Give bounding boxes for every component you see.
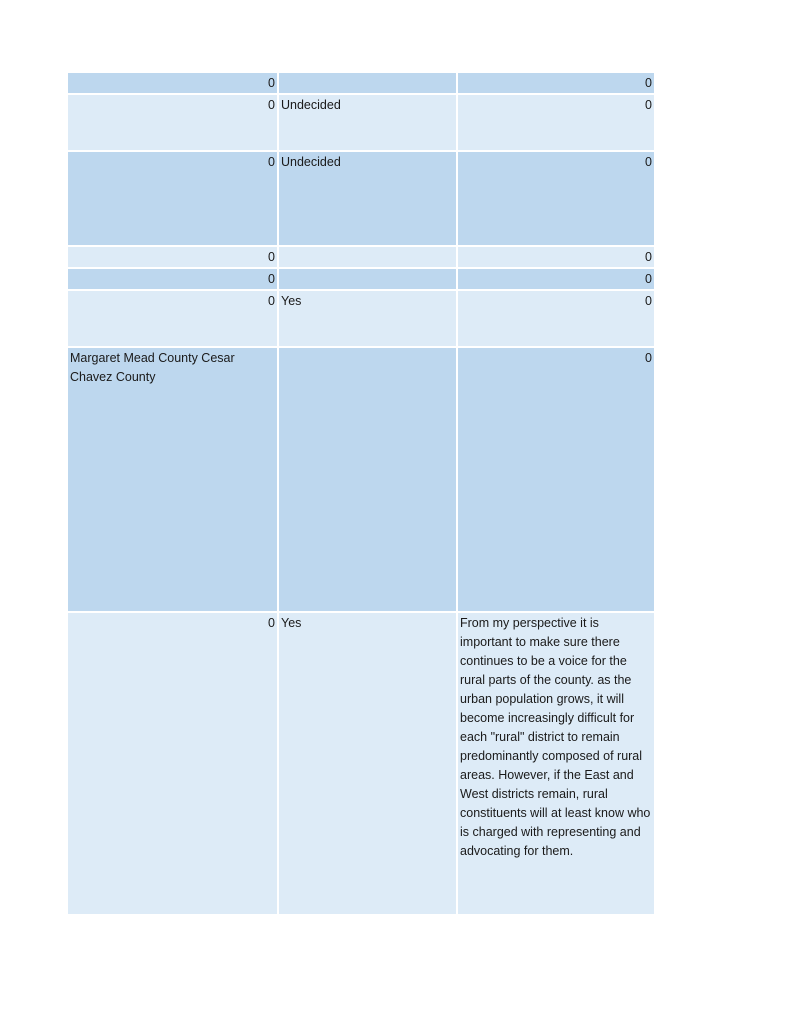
spreadsheet-table (66, 71, 656, 916)
cell-col1[interactable]: 0 (67, 151, 278, 246)
cell-col1[interactable]: 0 (67, 246, 278, 268)
cell-col3[interactable]: 0 (457, 246, 655, 268)
cell-col2[interactable]: Undecided (278, 94, 457, 151)
cell-col2[interactable]: Yes (278, 612, 457, 915)
table-row (67, 151, 655, 246)
cell-col3[interactable]: 0 (457, 94, 655, 151)
table-row (67, 612, 655, 915)
cell-col1[interactable]: 0 (67, 94, 278, 151)
cell-col2[interactable]: Undecided (278, 151, 457, 246)
table-row (67, 347, 655, 612)
cell-col2[interactable]: Yes (278, 290, 457, 347)
table-row (67, 268, 655, 290)
cell-col2[interactable] (278, 347, 457, 612)
table-row (67, 246, 655, 268)
table-row (67, 94, 655, 151)
cell-col3[interactable]: 0 (457, 347, 655, 612)
cell-col3[interactable]: 0 (457, 151, 655, 246)
cell-col1[interactable]: 0 (67, 268, 278, 290)
cell-col1[interactable]: 0 (67, 72, 278, 94)
table-row (67, 290, 655, 347)
cell-col1-county-list[interactable]: Margaret Mead County Cesar Chavez County (67, 347, 278, 612)
cell-col2[interactable] (278, 268, 457, 290)
cell-col3[interactable]: 0 (457, 290, 655, 347)
cell-col2[interactable] (278, 246, 457, 268)
cell-col1[interactable]: 0 (67, 612, 278, 915)
cell-col2[interactable] (278, 72, 457, 94)
cell-col1[interactable]: 0 (67, 290, 278, 347)
cell-col3-comment[interactable]: From my perspective it is important to make sure there continues to be a voice for the rural parts of the county. as the urban population grows, it will become increasingly difficult for each "rural" district to remain predominantly composed of rural areas. However, if the East and West districts remain, rural constituents will at least know who is charged with representing and advocating for them. (457, 612, 655, 915)
cell-col3[interactable]: 0 (457, 268, 655, 290)
cell-col3[interactable]: 0 (457, 72, 655, 94)
table-row (67, 72, 655, 94)
